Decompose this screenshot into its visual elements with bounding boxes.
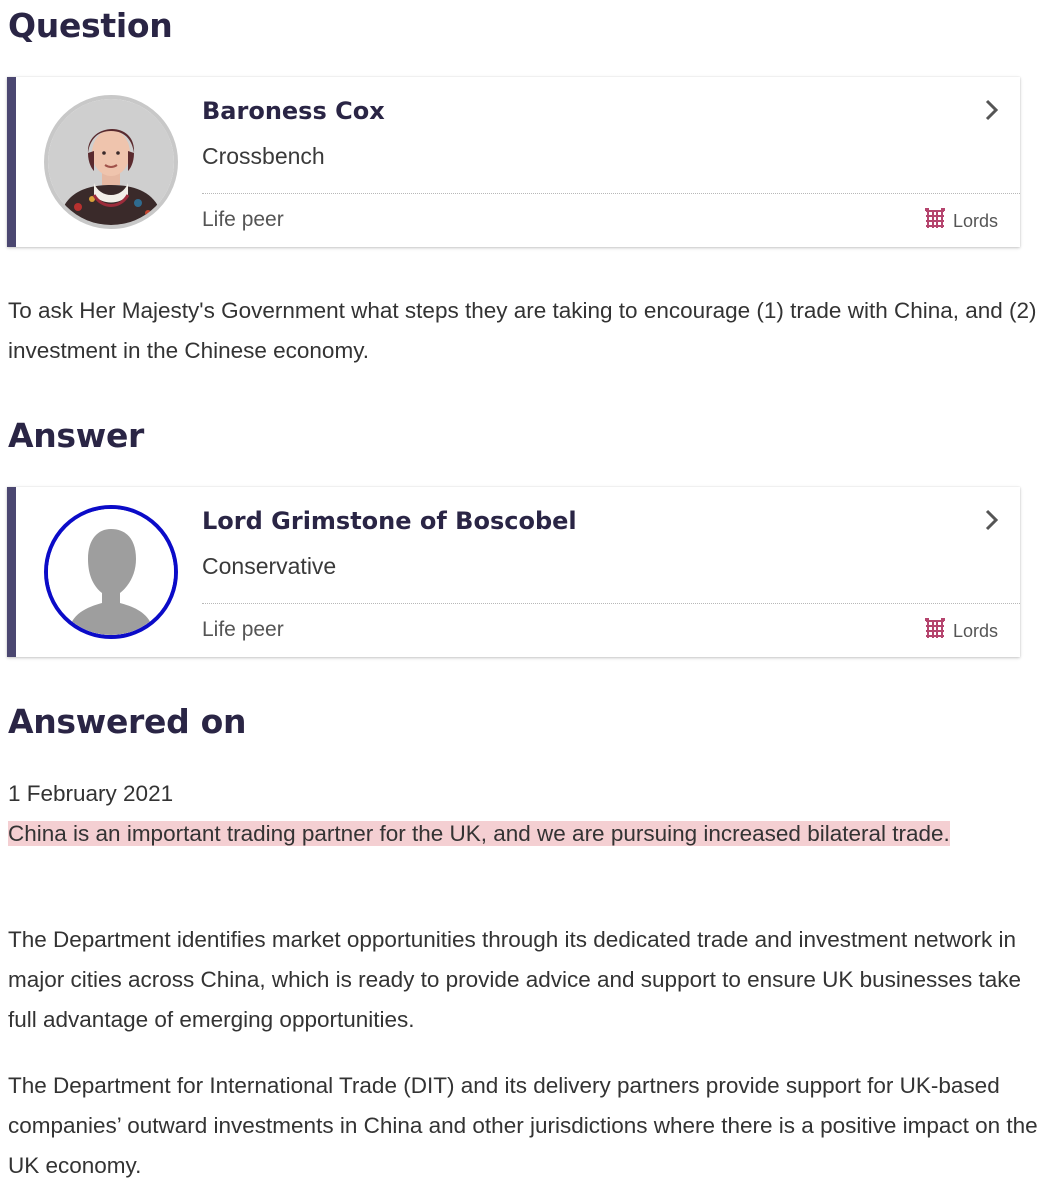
house-indicator xyxy=(925,618,998,645)
question-member-card[interactable] xyxy=(7,77,1020,247)
answer-paragraph-1: The Department identifies market opportunities through its dedicated trade and investment network in major cities across China, which is ready to provide advice and support to ensure UK businesses take full advantage of emerging opportunities. xyxy=(8,927,1022,1032)
answer-date: 1 February 2021 xyxy=(8,781,174,806)
lord-grimstone-avatar xyxy=(44,505,178,639)
house-label: Lords xyxy=(952,211,998,231)
member-name[interactable]: Baroness Cox xyxy=(202,97,385,125)
member-name[interactable]: Lord Grimstone of Boscobel xyxy=(202,507,577,535)
member-party: Conservative xyxy=(202,553,337,579)
question-heading: Question xyxy=(8,6,173,45)
house-label: Lords xyxy=(952,621,998,641)
house-indicator xyxy=(925,208,998,235)
portcullis-icon xyxy=(925,208,945,235)
answered-on-heading: Answered on xyxy=(8,702,247,741)
baroness-cox-avatar xyxy=(44,95,178,229)
answer-member-card[interactable] xyxy=(7,487,1020,657)
portcullis-icon xyxy=(925,618,945,645)
question-text: To ask Her Majesty's Government what steps they are taking to encourage (1) trade with China, and (2) investment in the Chinese economy. xyxy=(8,298,1037,363)
card-divider xyxy=(202,193,1020,194)
chevron-right-icon[interactable] xyxy=(984,509,1000,536)
member-type: Life peer xyxy=(202,618,284,641)
answer-paragraph-2: The Department for International Trade (DIT) and its delivery partners provide support for UK-based companies’ outward investments in China and other jurisdictions where there is a positive impact on the UK economy. xyxy=(8,1073,1038,1178)
highlighted-text: China is an important trading partner for the UK, and we are pursuing increased bilateral trade. xyxy=(8,821,950,846)
member-party: Crossbench xyxy=(202,143,325,169)
card-divider xyxy=(202,603,1020,604)
chevron-right-icon[interactable] xyxy=(984,99,1000,126)
member-type: Life peer xyxy=(202,208,284,231)
highlighted-answer xyxy=(8,814,968,854)
answer-heading: Answer xyxy=(8,416,145,455)
